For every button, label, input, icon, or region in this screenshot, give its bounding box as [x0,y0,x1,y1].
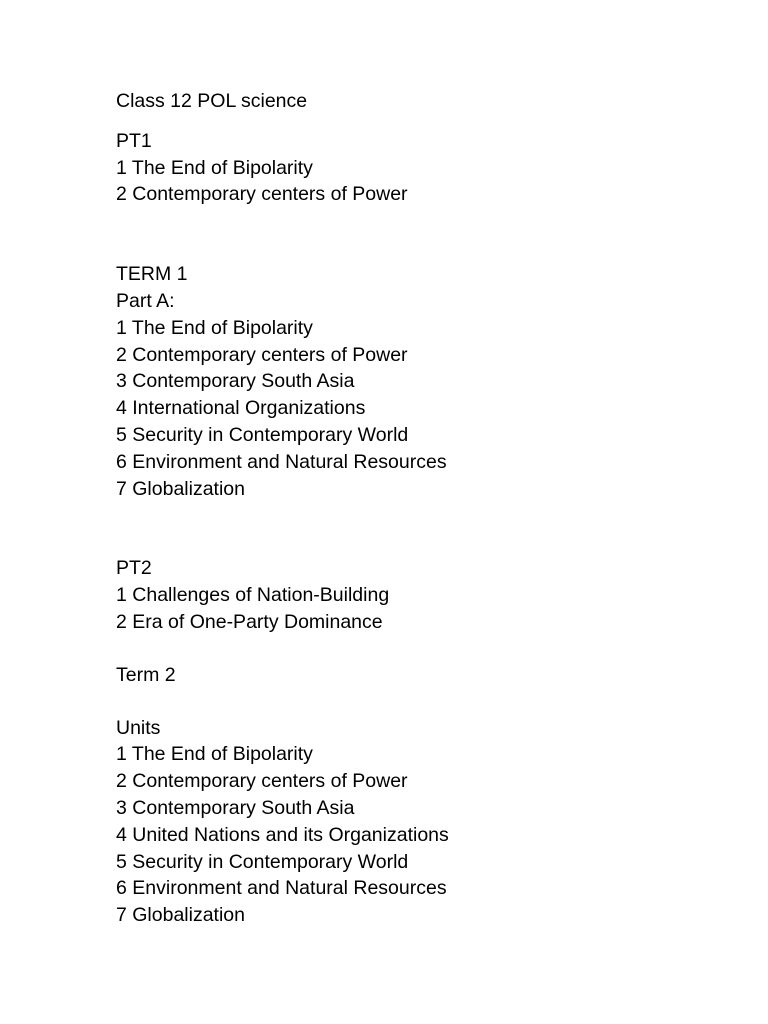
section-term2 [116,662,716,689]
list-item: 1 Challenges of Nation-Building [116,584,390,607]
section-heading: Term 2 [116,663,176,686]
list-item: 1 The End of Bipolarity [116,156,313,179]
section-subheading: Units [116,716,161,739]
section-term1 [116,261,716,502]
list-item: 2 Era of One-Party Dominance [116,610,383,633]
list-item: 1 The End of Bipolarity [116,743,313,766]
list-item: 2 Contemporary centers of Power [116,770,408,793]
list-item: 2 Contemporary centers of Power [116,183,408,206]
section-heading: PT2 [116,557,152,580]
list-item: 3 Contemporary South Asia [116,370,355,393]
list-item: 7 Globalization [116,904,245,927]
list-item: 6 Environment and Natural Resources [116,877,447,900]
section-pt1 [116,128,716,208]
list-item: 3 Contemporary South Asia [116,796,355,819]
section-pt2 [116,555,716,635]
list-item: 1 The End of Bipolarity [116,316,313,339]
section-units [116,715,716,929]
section-heading: PT1 [116,129,152,152]
list-item: 6 Environment and Natural Resources [116,450,447,473]
section-subheading: Part A: [116,289,175,312]
list-item: 5 Security in Contemporary World [116,850,409,873]
list-item: 5 Security in Contemporary World [116,423,409,446]
section-heading: TERM 1 [116,263,188,286]
list-item: 2 Contemporary centers of Power [116,343,408,366]
list-item: 7 Globalization [116,477,245,500]
list-item: 4 United Nations and its Organizations [116,823,449,846]
document-body [116,88,716,929]
list-item: 4 International Organizations [116,397,366,420]
document-title: Class 12 POL science [116,90,308,112]
